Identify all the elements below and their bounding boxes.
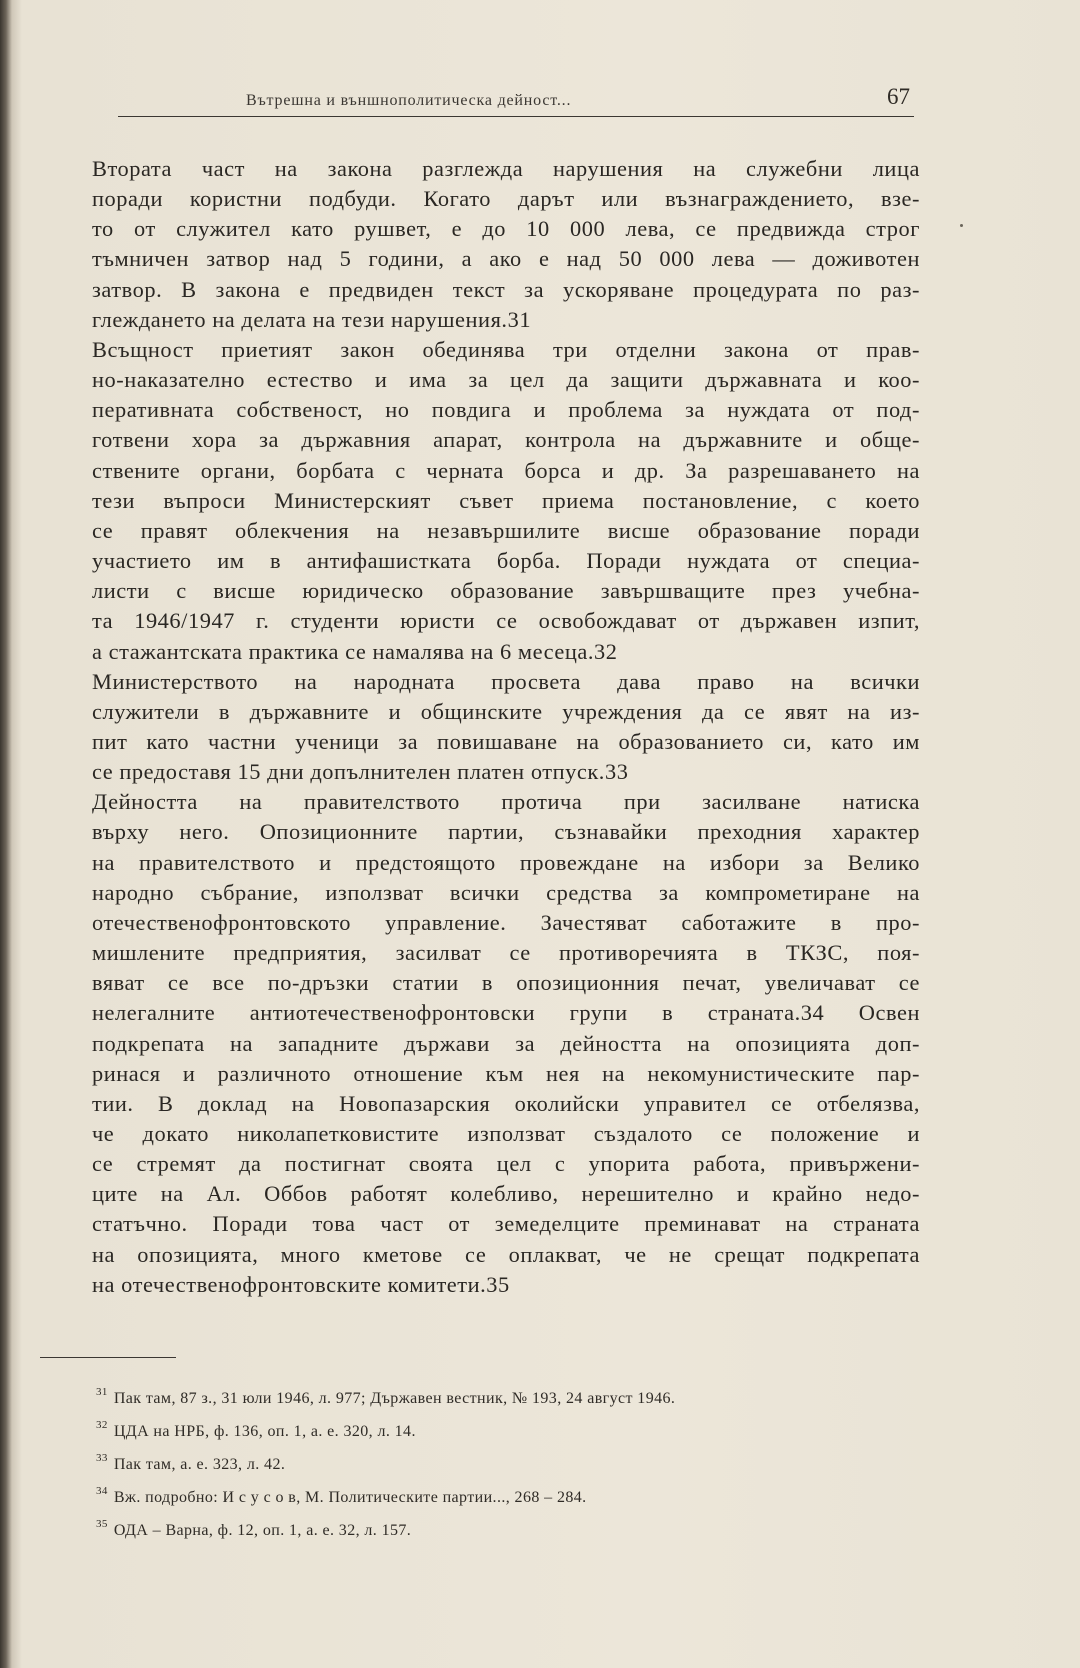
text-line: се стремят да постигнат своята цел с упорита работа, привържени- — [92, 1151, 920, 1177]
text-line: а стажантската практика се намалява на 6 месеца.32 — [92, 638, 618, 664]
footnote — [96, 1445, 936, 1478]
text-line: Дейността на правителството протича при засилване натиска — [92, 789, 920, 815]
text-line: ствените органи, борбата с черната борса и др. За разрешаването на — [92, 457, 920, 483]
footnote-text: ОДА – Варна, ф. 12, оп. 1, а. е. 32, л. 157. — [113, 1522, 412, 1539]
text-line: нелегалните антиотечественофронтовски групи в страната.34 Освен — [92, 1000, 920, 1026]
footnote-number: 35 — [96, 1518, 108, 1530]
footnote-number: 33 — [96, 1452, 108, 1464]
text-line: то от служител като рушвет, е до 10 000 лева, се предвижда строг — [92, 216, 920, 242]
text-line: на правителството и предстоящото провеждане на избори за Велико — [92, 849, 920, 875]
text-line: подкрепата на западните държави за дейността на опозицията доп- — [92, 1030, 920, 1056]
text-line: служители в държавните и общинските учреждения да се явят на из- — [92, 698, 920, 724]
footnote-text: Вж. подробно: И с у с о в, М. Политическите партии..., 268 – 284. — [113, 1489, 587, 1506]
text-line: тии. В доклад на Новопазарския околийски управител се отбелязва, — [92, 1090, 920, 1116]
footnote — [96, 1478, 936, 1511]
text-line: се правят облекчения на незавършилите висше образование поради — [92, 517, 920, 543]
footnotes — [96, 1379, 936, 1544]
footnote-number: 31 — [96, 1386, 108, 1398]
footnote-number: 34 — [96, 1485, 108, 1497]
text-line: мишлените предприятия, засилват се противоречията в ТКЗС, поя- — [92, 940, 920, 966]
text-line: се предоставя 15 дни допълнителен платен отпуск.33 — [92, 759, 629, 785]
paragraph — [36, 787, 920, 1300]
text-line: Всъщност приетият закон обединява три отделни закона от прав- — [92, 336, 920, 362]
page-number: 67 — [887, 84, 910, 109]
footnote-rule — [40, 1357, 176, 1358]
footnote-text: Пак там, 87 з., 31 юли 1946, л. 977; Държавен вестник, № 193, 24 август 1946. — [113, 1390, 676, 1407]
text-line: затвор. В закона е предвиден текст за ускоряване процедурата по раз- — [92, 276, 920, 302]
text-line: но-наказателно естество и има за цел да защити държавната и коо- — [92, 367, 920, 393]
footnote — [96, 1412, 936, 1445]
text-line: тези въпроси Министерският съвет приема постановление, с което — [92, 487, 920, 513]
text-line: готвени хора за държавния апарат, контрола на държавните и обще- — [92, 427, 920, 453]
text-line: пит като частни ученици за повишаване на образованието си, като им — [92, 728, 920, 754]
paragraph — [36, 335, 920, 667]
page-header — [118, 84, 914, 117]
text-line: поради користни подбуди. Когато дарът или възнаграждението, взе- — [92, 186, 920, 212]
footnote-text: ЦДА на НРБ, ф. 136, оп. 1, а. е. 320, л. 14. — [113, 1423, 416, 1440]
text-line: вяват се все по-дръзки статии в опозиционния печат, увеличават се — [92, 970, 920, 996]
text-line: ринася и различното отношение към нея на некомунистическите пар- — [92, 1060, 920, 1086]
footnote-number: 32 — [96, 1419, 108, 1431]
paragraph — [36, 154, 920, 335]
text-line: Втората част на закона разглежда нарушения на служебни лица — [92, 156, 920, 181]
text-line: народно събрание, използват всички средства за компрометиране на — [92, 879, 920, 905]
footnote-text: Пак там, а. е. 323, л. 42. — [113, 1456, 286, 1473]
footnote — [96, 1511, 936, 1544]
text-line: тъмничен затвор над 5 години, а ако е над 50 000 лева — доживотен — [92, 246, 920, 272]
text-line: отечественофронтовското управление. Зачестяват саботажите в про- — [92, 909, 920, 935]
text-line: глеждането на делата на тези нарушения.31 — [92, 306, 532, 332]
text-line: листи с висше юридическо образование завършващите през учебна- — [92, 578, 920, 604]
ink-dot — [960, 224, 963, 227]
text-line: статъчно. Поради това част от земеделците преминават на страната — [92, 1211, 920, 1237]
running-head: Вътрешна и външнополитическа дейност... — [246, 92, 572, 109]
text-line: на опозицията, много кметове се оплакват, че не срещат подкрепата — [92, 1241, 920, 1267]
footnote — [96, 1379, 936, 1412]
paragraph — [36, 667, 920, 788]
body-text — [36, 154, 920, 1300]
text-line: участието им в антифашистката борба. Поради нуждата от специа- — [92, 548, 920, 574]
text-line: че докато николапетковистите използват създалото се положение и — [92, 1121, 920, 1146]
text-line: на отечественофронтовските комитети.35 — [92, 1271, 510, 1297]
text-line: Министерството на народната просвета дава право на всички — [92, 668, 920, 694]
text-line: върху него. Опозиционните партии, съзнавайки преходния характер — [92, 819, 920, 845]
text-line: та 1946/1947 г. студенти юристи се освобождават от държавен изпит, — [92, 608, 920, 634]
text-line: перативната собственост, но повдига и проблема за нуждата от под- — [92, 397, 920, 423]
text-line: ците на Ал. Оббов работят колебливо, нерешително и крайно недо- — [92, 1181, 920, 1207]
